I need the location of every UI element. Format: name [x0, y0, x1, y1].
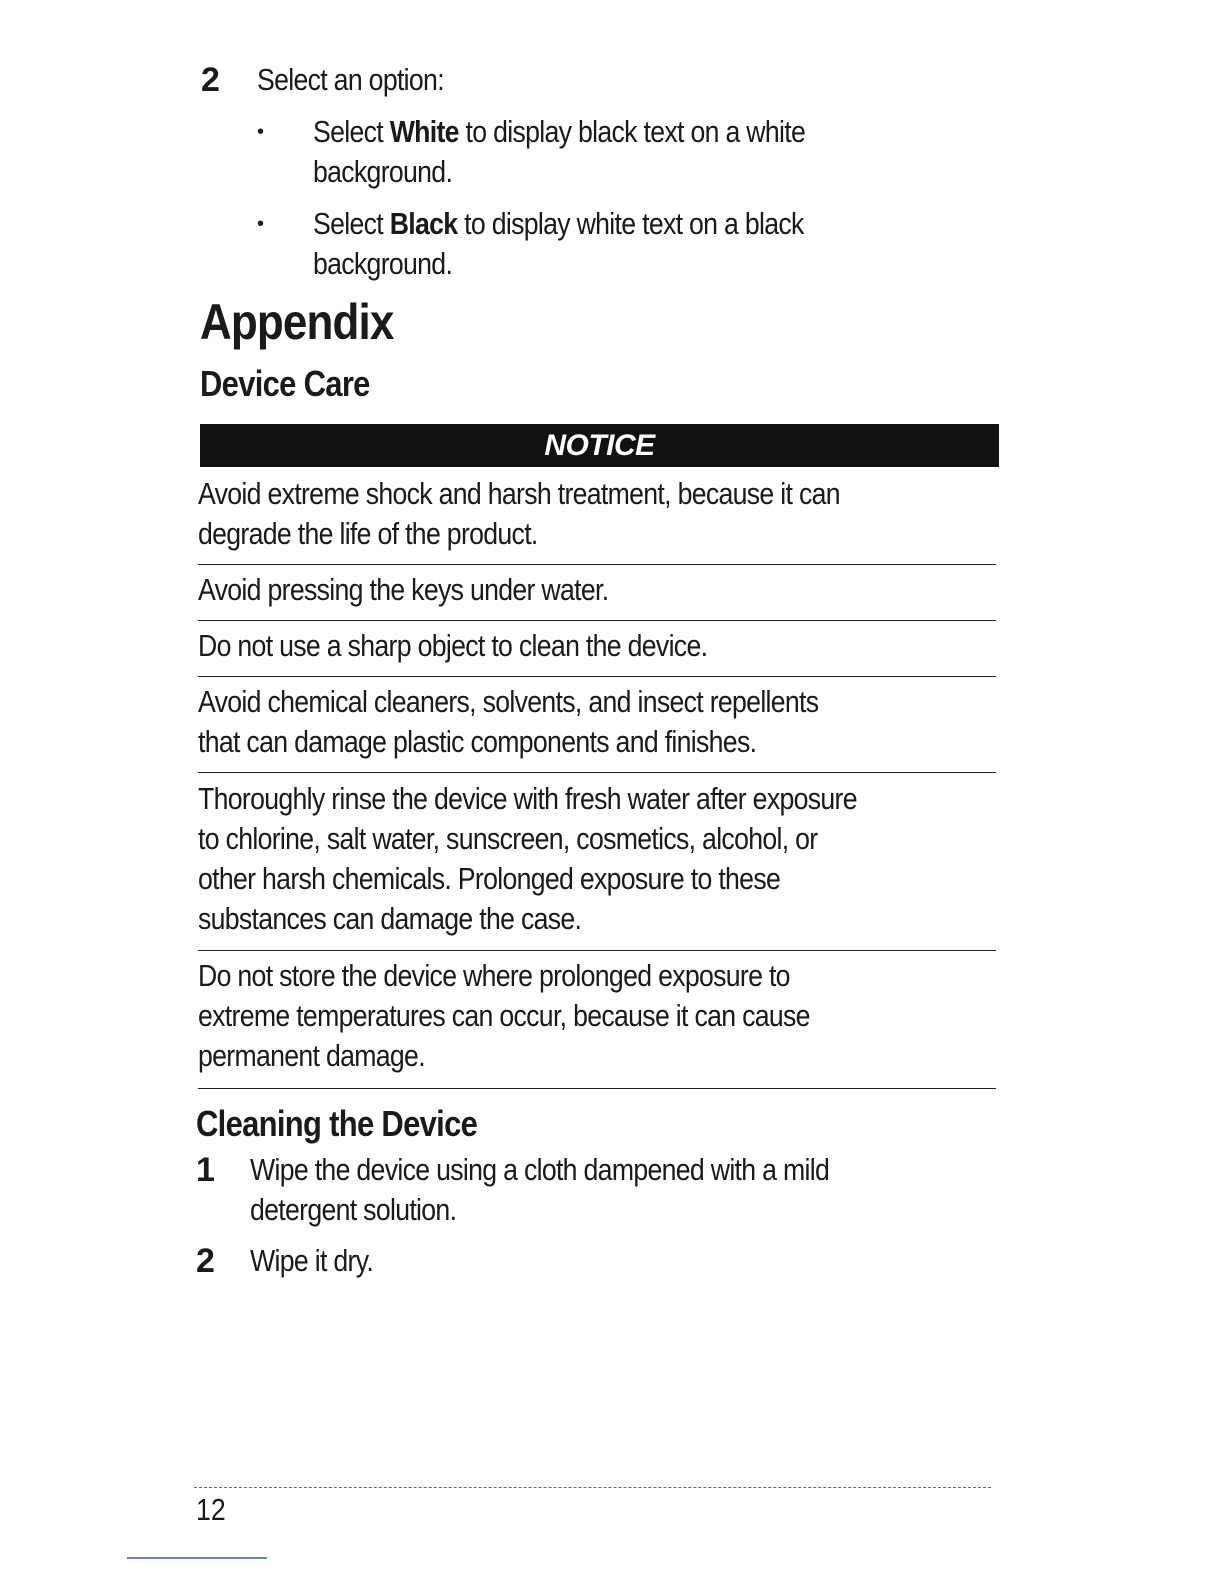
option-black: Select Black to display white text on a black background. [313, 206, 804, 281]
divider [198, 772, 996, 773]
step-number: 2 [201, 61, 220, 99]
notice-item: Avoid extreme shock and harsh treatment, because it can degrade the life of the product. [198, 476, 840, 551]
notice-item: Do not use a sharp object to clean the device. [198, 628, 708, 663]
notice-item: Avoid pressing the keys under water. [198, 572, 609, 607]
divider [198, 564, 996, 565]
divider [198, 950, 996, 951]
notice-item: Thoroughly rinse the device with fresh water after exposure to chlorine, salt water, sunscreen, cosmetics, alcohol, or other harsh chemicals. Prolonged exposure to these substances can damage the case. [198, 781, 857, 936]
device-care-title: Device Care [200, 363, 370, 404]
option-black-keyword: Black [389, 206, 458, 241]
notice-banner [200, 424, 999, 467]
notice-item: Avoid chemical cleaners, solvents, and insect repellents that can damage plastic components and finishes. [198, 684, 819, 759]
appendix-title: Appendix [200, 294, 394, 350]
cleaning-step-2: Wipe it dry. [250, 1243, 374, 1278]
bullet-icon: • [257, 213, 265, 235]
page-number: 12 [196, 1492, 226, 1527]
notice-item: Do not store the device where prolonged exposure to extreme temperatures can occur, because it can cause permanent damage. [198, 958, 810, 1073]
scan-edge-line [127, 1557, 267, 1559]
notice-label: NOTICE [544, 429, 655, 462]
bullet-icon: • [257, 121, 265, 143]
option-white-keyword: White [389, 114, 459, 149]
cleaning-title: Cleaning the Device [196, 1103, 478, 1144]
divider [198, 676, 996, 677]
divider [198, 620, 996, 621]
divider [198, 1088, 996, 1089]
step-number: 2 [196, 1242, 215, 1280]
cleaning-step-1: Wipe the device using a cloth dampened with a mild detergent solution. [250, 1152, 830, 1227]
step-text: Select an option: [257, 62, 444, 97]
footer-divider [194, 1487, 991, 1488]
option-white: Select White to display black text on a white background. [313, 114, 806, 189]
step-number: 1 [196, 1151, 215, 1189]
